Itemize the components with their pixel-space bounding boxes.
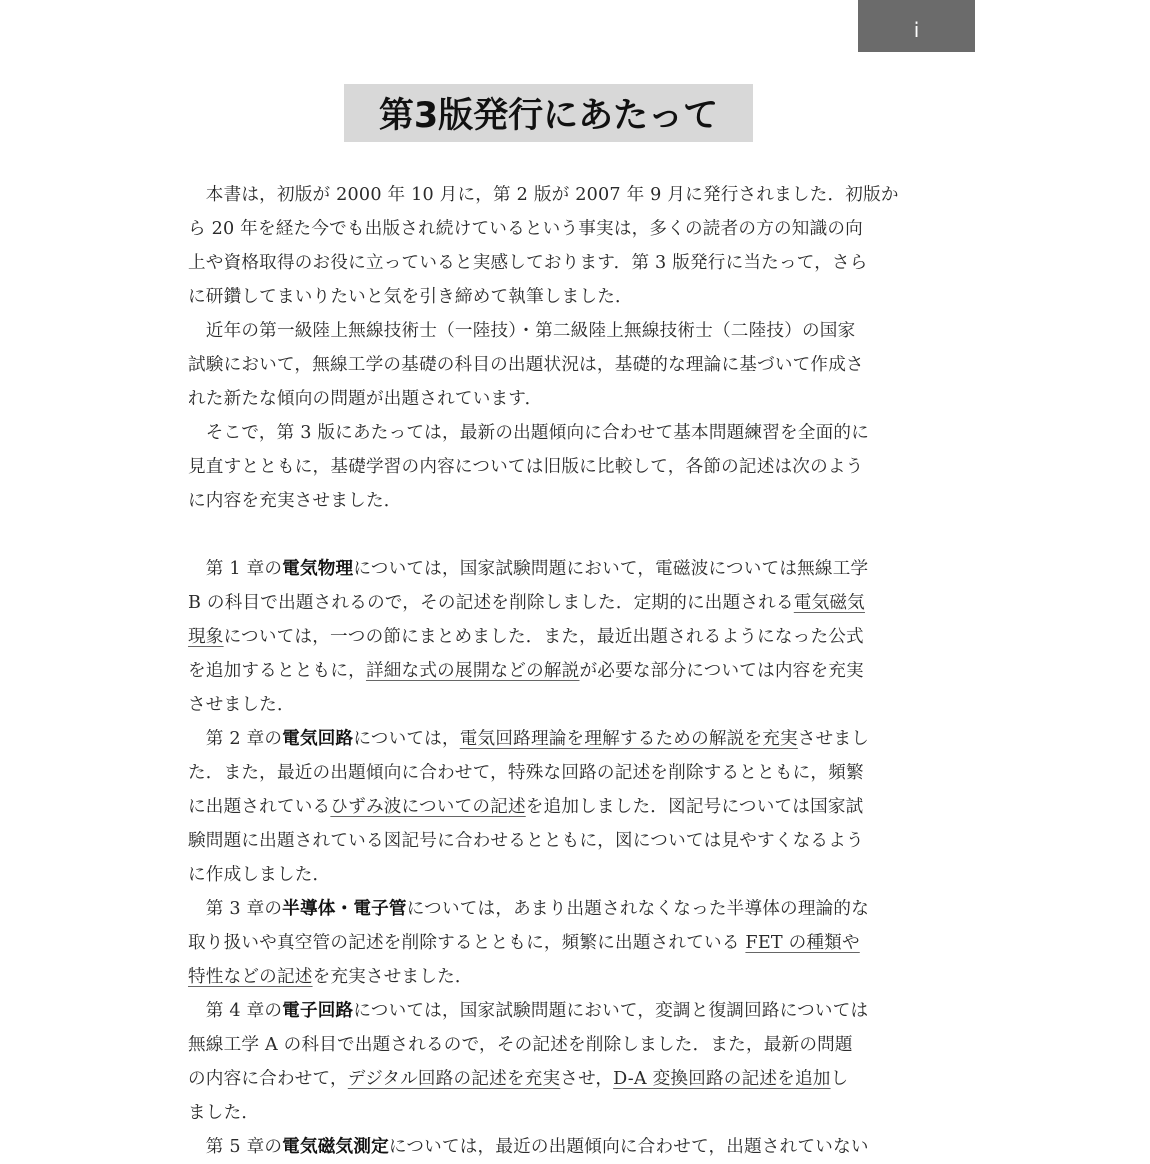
chapter-topic-bold: 電子回路 — [282, 1001, 354, 1021]
text-run: 験問題に出題されている図記号に合わせるとともに，図については見やすくなるよう — [188, 831, 864, 851]
page-number-tab — [858, 0, 975, 52]
underlined-phrase: 電気磁気 — [793, 593, 865, 613]
text-line — [188, 552, 912, 586]
text-line — [188, 756, 912, 790]
text-run: が必要な部分については内容を充実 — [579, 661, 864, 681]
text-run: 近年の第一級陸上無線技術士（一陸技）・第二級陸上無線技術士（二陸技）の国家 — [188, 321, 856, 341]
text-line — [188, 450, 912, 484]
paragraph-gap — [188, 518, 912, 552]
text-run: し — [830, 1069, 849, 1089]
text-line — [188, 790, 912, 824]
text-line — [188, 654, 912, 688]
text-line — [188, 824, 912, 858]
text-run: させまし — [797, 729, 870, 749]
underlined-phrase: 電気回路理論を理解するための解説を充実 — [459, 729, 798, 749]
text-line — [188, 858, 912, 892]
text-run: させ， — [560, 1069, 614, 1089]
page-title: 第3版発行にあたって — [378, 96, 719, 136]
text-line — [188, 484, 912, 518]
underlined-phrase: デジタル回路の記述を充実 — [347, 1069, 561, 1089]
text-line — [188, 348, 912, 382]
text-run: を追加するとともに， — [188, 661, 366, 681]
text-line — [188, 280, 912, 314]
text-line — [188, 994, 912, 1028]
text-run: の内容に合わせて， — [188, 1069, 348, 1089]
heading-box — [344, 84, 753, 142]
text-run: B の科目で出題されるので，その記述を削除しました．定期的に出題される — [188, 593, 794, 613]
preface-body — [188, 178, 912, 1164]
underlined-phrase: FET の種類や — [745, 933, 860, 953]
text-run: を充実させました． — [312, 967, 473, 987]
text-line — [188, 688, 912, 722]
text-run: に作成しました． — [188, 865, 331, 885]
text-run: 第 3 章の — [188, 899, 283, 919]
text-line — [188, 722, 912, 756]
chapter-topic-bold: 半導体・電子管 — [282, 899, 407, 919]
text-run: 第 1 章の — [188, 559, 283, 579]
text-run: に出題されている — [188, 797, 331, 817]
text-run: 上や資格取得のお役に立っていると実感しております．第 3 版発行に当たって，さら — [188, 253, 868, 273]
text-run: 第 4 章の — [188, 1001, 283, 1021]
text-run: そこで，第 3 版にあたっては，最新の出題傾向に合わせて基本問題練習を全面的に — [188, 423, 869, 443]
text-run: については，最近の出題傾向に合わせて，出題されていない — [388, 1137, 869, 1157]
text-line — [188, 892, 912, 926]
text-run: 第 2 章の — [188, 729, 283, 749]
text-line — [188, 926, 912, 960]
text-line — [188, 178, 912, 212]
text-run: させました． — [188, 695, 295, 715]
text-run: 取り扱いや真空管の記述を削除するとともに，頻繁に出題されている — [188, 933, 746, 953]
text-run: 見直すとともに，基礎学習の内容については旧版に比較して，各節の記述は次のよう — [188, 457, 864, 477]
text-line — [188, 586, 912, 620]
page-number: i — [913, 18, 920, 42]
text-run: を追加しました．図記号については国家試 — [525, 797, 864, 817]
text-run: れた新たな傾向の問題が出題されています． — [188, 389, 543, 409]
chapter-topic-bold: 電気物理 — [282, 559, 354, 579]
text-run: に研鑽してまいりたいと気を引き締めて執筆しました． — [188, 287, 633, 307]
text-line — [188, 620, 912, 654]
text-line — [188, 416, 912, 450]
text-run: 無線工学 A の科目で出題されるので，その記述を削除しました．また，最新の問題 — [188, 1035, 853, 1055]
text-run: については，一つの節にまとめました．また，最近出題されるようになった公式 — [223, 627, 864, 647]
text-run: については， — [353, 729, 460, 749]
underlined-phrase: 現象 — [188, 627, 224, 647]
text-run: 第 5 章の — [188, 1137, 283, 1157]
text-run: ました． — [188, 1103, 260, 1123]
underlined-phrase: ひずみ波についての記述 — [330, 797, 526, 817]
text-line — [188, 1096, 912, 1130]
text-run: ら 20 年を経た今でも出版され続けているという事実は，多くの読者の方の知識の向 — [188, 219, 863, 239]
text-line — [188, 382, 912, 416]
text-run: については，国家試験問題において，電磁波については無線工学 — [353, 559, 869, 579]
chapter-topic-bold: 電気回路 — [282, 729, 354, 749]
text-line — [188, 314, 912, 348]
text-run: に内容を充実させました． — [188, 491, 402, 511]
underlined-phrase: 特性などの記述 — [188, 967, 313, 987]
text-run: については，国家試験問題において，変調と復調回路については — [353, 1001, 869, 1021]
text-line — [188, 960, 912, 994]
underlined-phrase: 詳細な式の展開などの解説 — [365, 661, 580, 681]
text-run: 本書は，初版が 2000 年 10 月に，第 2 版が 2007 年 9 月に発行されました．初版か — [188, 185, 899, 205]
text-line — [188, 1130, 912, 1164]
text-line — [188, 246, 912, 280]
chapter-topic-bold: 電気磁気測定 — [282, 1137, 389, 1157]
text-run: 試験において，無線工学の基礎の科目の出題状況は，基礎的な理論に基づいて作成さ — [188, 355, 864, 375]
text-line — [188, 1062, 912, 1096]
underlined-phrase: D-A 変換回路の記述を追加 — [613, 1069, 831, 1089]
text-run: については，あまり出題されなくなった半導体の理論的な — [406, 899, 870, 919]
text-run: た．また，最近の出題傾向に合わせて，特殊な回路の記述を削除するとともに，頻繁 — [188, 763, 864, 783]
text-line — [188, 212, 912, 246]
text-line — [188, 1028, 912, 1062]
